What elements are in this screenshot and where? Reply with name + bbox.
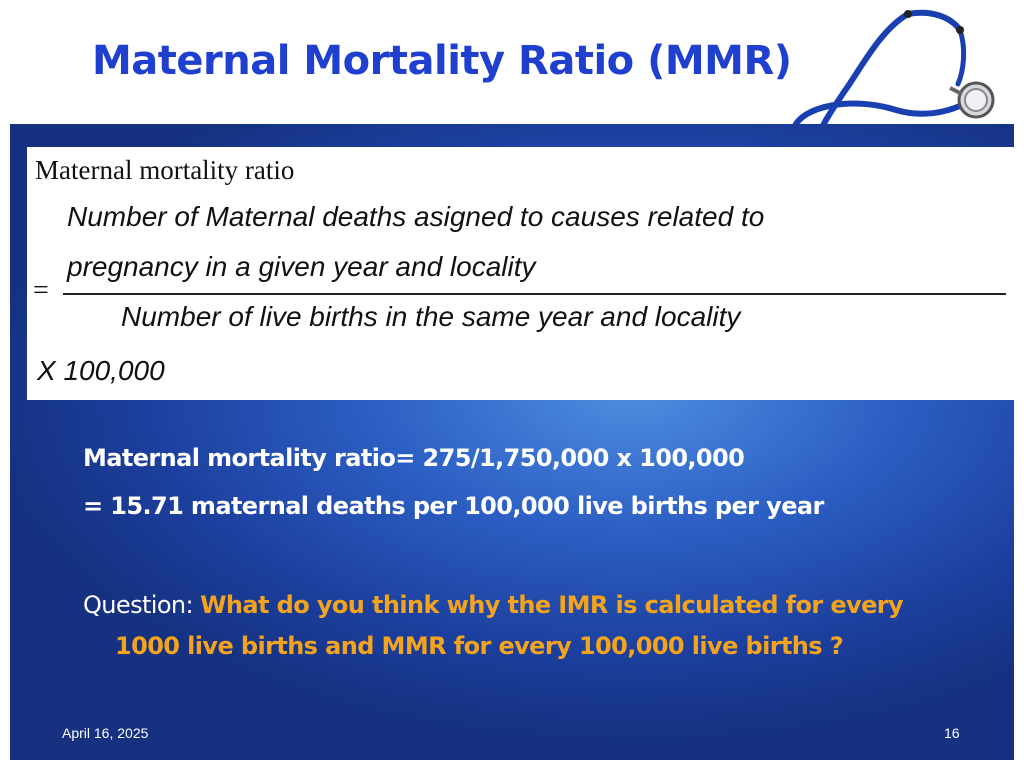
footer-date: April 16, 2025 <box>62 725 149 741</box>
equals-sign: = <box>33 275 49 306</box>
question-prefix: Question: <box>83 591 201 619</box>
question-line1 <box>83 591 903 619</box>
question-text-line1: What do you think why the IMR is calculated for every <box>200 591 904 619</box>
formula-label: Maternal mortality ratio <box>35 155 295 185</box>
fraction-line <box>63 293 1006 295</box>
formula-numerator-line1: Number of Maternal deaths asigned to causes related to <box>67 201 765 232</box>
calculation-line2: = 15.71 maternal deaths per 100,000 live births per year <box>83 492 824 520</box>
formula-denominator: Number of live births in the same year and locality <box>121 301 741 332</box>
question-text-line2: 1000 live births and MMR for every 100,000 live births ? <box>115 632 844 660</box>
calculation-line1: Maternal mortality ratio= 275/1,750,000 x 100,000 <box>83 444 745 472</box>
formula-box <box>27 147 1014 400</box>
slide-title: Maternal Mortality Ratio (MMR) <box>92 38 792 84</box>
formula-numerator-line2: pregnancy in a given year and locality <box>67 251 536 282</box>
page-number: 16 <box>944 725 960 741</box>
formula-multiplier: X 100,000 <box>37 355 165 386</box>
